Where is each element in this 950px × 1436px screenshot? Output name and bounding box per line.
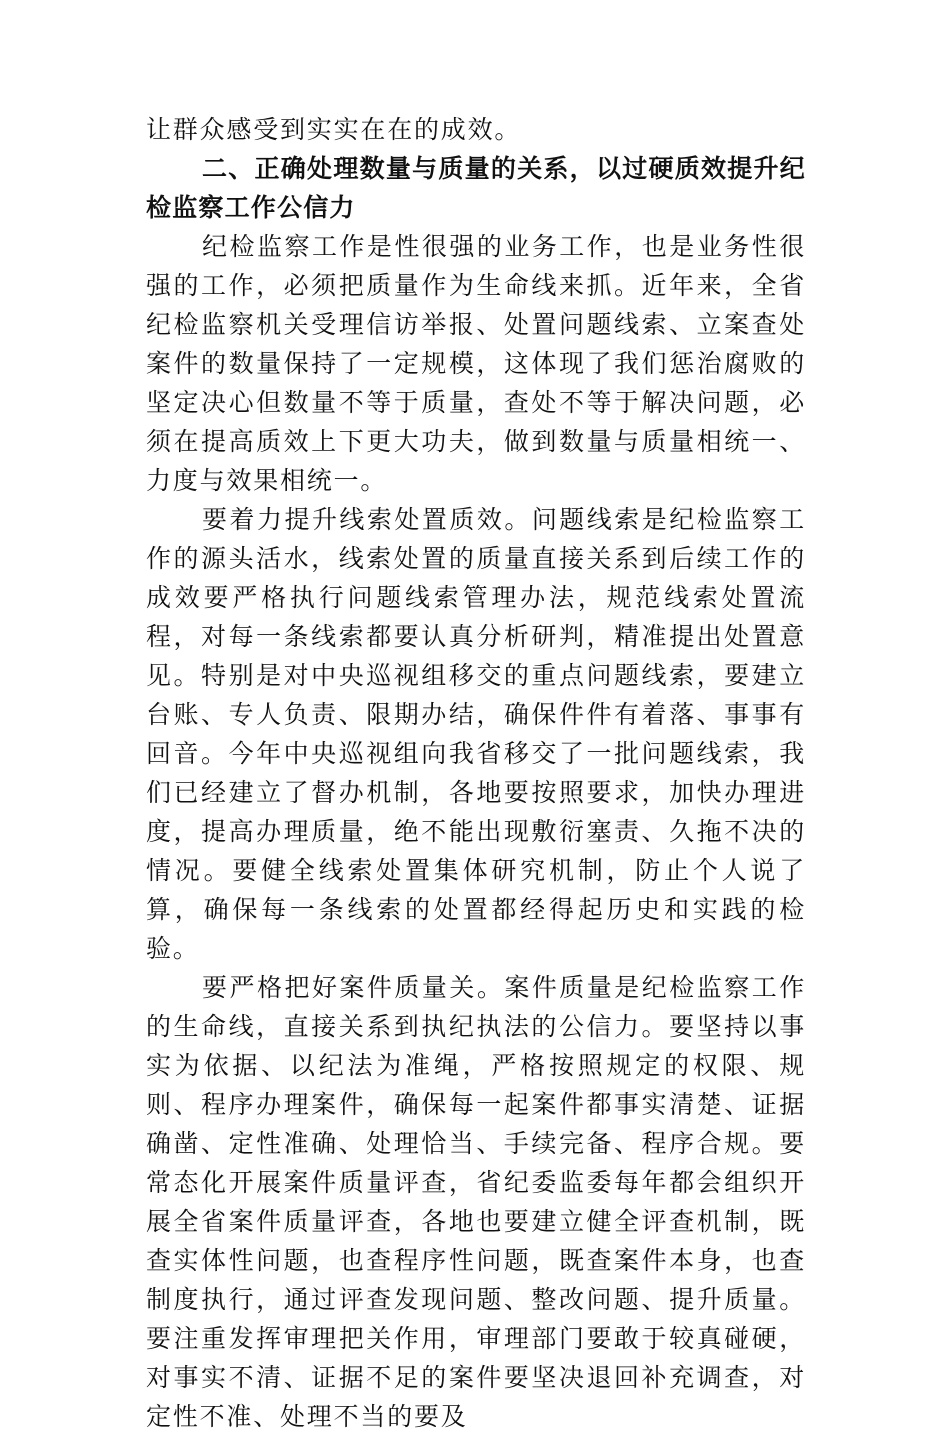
paragraph-clue-handling: 要着力提升线索处置质效。问题线索是纪检监察工作的源头活水，线索处置的质量直接关系到后续工作的成效要严格执行问题线索管理办法，规范线索处置流程，对每一条线索都要认真分析研判，精准提出处置意见。特别是对中央巡视组移交的重点问题线索，要建立台账、专人负责、限期办结，确保件件有着落、事事有回音。今年中央巡视组向我省移交了一批问题线索，我们已经建立了督办机制，各地要按照要求，加快办理进度，提高办理质量，绝不能出现敷衍塞责、久拖不决的情况。要健全线索处置集体研究机制，防止个人说了算，确保每一条线索的处置都经得起历史和实践的检验。: [146, 505, 806, 963]
document-body: [146, 110, 806, 1436]
section-heading: 二、正确处理数量与质量的关系，以过硬质效提升纪检监察工作公信力: [146, 154, 806, 222]
paragraph-continuation: 让群众感受到实实在在的成效。: [146, 115, 522, 144]
paragraph-intro: 纪检监察工作是性很强的业务工作，也是业务性很强的工作，必须把质量作为生命线来抓。近年来，全省纪检监察机关受理信访举报、处置问题线索、立案查处案件的数量保持了一定规模，这体现了我们惩治腐败的坚定决心但数量不等于质量，查处不等于解决问题，必须在提高质效上下更大功夫，做到数量与质量相统一、力度与效果相统一。: [146, 232, 806, 495]
paragraph-case-quality: 要严格把好案件质量关。案件质量是纪检监察工作的生命线，直接关系到执纪执法的公信力。要坚持以事实为依据、以纪法为准绳，严格按照规定的权限、规则、程序办理案件，确保每一起案件都事实清楚、证据确凿、定性准确、处理恰当、手续完备、程序合规。要常态化开展案件质量评查，省纪委监委每年都会组织开展全省案件质量评查，各地也要建立健全评查机制，既查实体性问题，也查程序性问题，既查案件本身，也查制度执行，通过评查发现问题、整改问题、提升质量。要注重发挥审理把关作用，审理部门要敢于较真碰硬，对事实不清、证据不足的案件要坚决退回补充调查，对定性不准、处理不当的要及: [146, 973, 806, 1431]
